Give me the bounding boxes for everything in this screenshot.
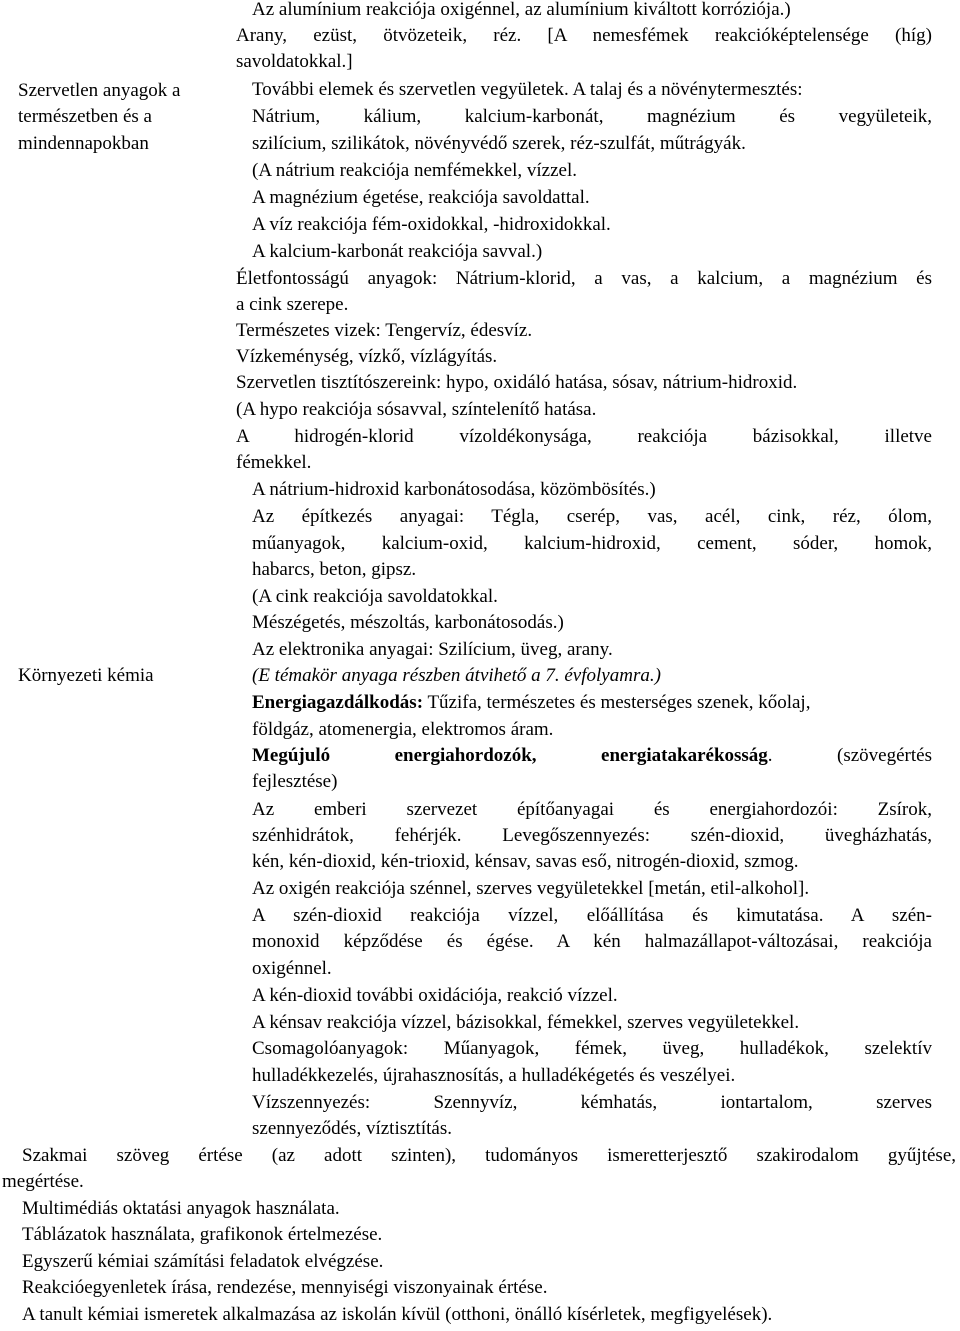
- text-line: (A cink reakciója savoldatokkal.: [252, 586, 498, 607]
- text-line: A víz reakciója fém-oxidokkal, -hidroxidokkal.: [252, 214, 611, 235]
- text-line: műanyagok, kalcium-oxid, kalcium-hidroxid, cement, sóder, homok,: [252, 533, 932, 554]
- bottom-line: Reakcióegyenletek írása, rendezése, mennyiségi viszonyainak értése.: [22, 1277, 548, 1298]
- text-line: a cink szerepe.: [236, 294, 349, 315]
- topic-line: természetben és a: [18, 106, 152, 127]
- topic-line: mindennapokban: [18, 133, 149, 154]
- text-line: További elemek és szervetlen vegyületek. A talaj és a növénytermesztés:: [252, 79, 803, 100]
- bottom-line: Táblázatok használata, grafikonok értelmezése.: [22, 1224, 383, 1245]
- text-line-italic: (E témakör anyaga részben átvihető a 7. évfolyamra.): [252, 665, 661, 686]
- text-line: szilícium, szilikátok, növényvédő szerek, réz-szulfát, műtrágyák.: [252, 133, 746, 154]
- bottom-line: A tanult kémiai ismeretek alkalmazása az iskolán kívül (otthoni, önálló kísérletek, megfigyelések).: [22, 1304, 773, 1325]
- text-line: szennyeződés, víztisztítás.: [252, 1118, 452, 1139]
- renewable-rest: . (szövegértés: [767, 745, 932, 766]
- bottom-line: Egyszerű kémiai számítási feladatok elvégzése.: [22, 1251, 384, 1272]
- text-line: kén, kén-dioxid, kén-trioxid, kénsav, savas eső, nitrogén-dioxid, szmog.: [252, 851, 799, 872]
- text-line: A hidrogén-klorid vízoldékonysága, reakciója bázisokkal, illetve: [236, 426, 932, 447]
- text-line: szénhidrátok, fehérjék. Levegőszennyezés: szén-dioxid, üvegházhatás,: [252, 825, 932, 846]
- text-line: Vízkeménység, vízkő, vízlágyítás.: [236, 346, 498, 367]
- bottom-line: Szakmai szöveg értése (az adott szinten), tudományos ismeretterjesztő szakirodalom gyűjtése,: [22, 1145, 956, 1166]
- text-line: Az emberi szervezet építőanyagai és energiahordozói: Zsírok,: [252, 799, 932, 820]
- bottom-line: Multimédiás oktatási anyagok használata.: [22, 1198, 340, 1219]
- text-line: habarcs, beton, gipsz.: [252, 559, 417, 580]
- text-line: földgáz, atomenergia, elektromos áram.: [252, 719, 554, 740]
- bottom-line: megértése.: [2, 1171, 84, 1192]
- renewable-bold: Megújuló energiahordozók, energiatakarékosság: [252, 745, 768, 766]
- text-line: fejlesztése): [252, 771, 338, 792]
- text-line: (A hypo reakciója sósavval, színtelenítő hatása.: [236, 399, 597, 420]
- text-line: Az alumínium reakciója oxigénnel, az alumínium kiváltott korróziója.): [252, 0, 791, 20]
- text-line: A szén-dioxid reakciója vízzel, előállítása és kimutatása. A szén-: [252, 905, 932, 926]
- energy-rest: Tűzifa, természetes és mesterséges szenek, kőolaj,: [423, 692, 811, 713]
- text-line: savoldatokkal.]: [236, 51, 353, 72]
- text-line: A kénsav reakciója vízzel, bázisokkal, fémekkel, szerves vegyületekkel.: [252, 1012, 800, 1033]
- text-line: Szervetlen tisztítószereink: hypo, oxidáló hatása, sósav, nátrium-hidroxid.: [236, 372, 798, 393]
- text-line: Az oxigén reakciója szénnel, szerves vegyületekkel [metán, etil-alkohol].: [252, 878, 810, 899]
- text-line: Nátrium, kálium, kalcium-karbonát, magnézium és vegyületeik,: [252, 106, 932, 127]
- text-line: A kén-dioxid további oxidációja, reakció vízzel.: [252, 985, 618, 1006]
- text-line: Az építkezés anyagai: Tégla, cserép, vas, acél, cink, réz, ólom,: [252, 506, 932, 527]
- topic-line: Környezeti kémia: [18, 665, 154, 686]
- text-line: Az elektronika anyagai: Szilícium, üveg, arany.: [252, 639, 613, 660]
- text-line: fémekkel.: [236, 452, 312, 473]
- text-line: monoxid képződése és égése. A kén halmazállapot-változásai, reakciója: [252, 931, 932, 952]
- renewable-line: [252, 743, 932, 769]
- text-line: A kalcium-karbonát reakciója savval.): [252, 241, 543, 262]
- text-line: Vízszennyezés: Szennyvíz, kémhatás, iontartalom, szerves: [252, 1092, 932, 1113]
- energy-bold: Energiagazdálkodás:: [252, 692, 424, 713]
- text-line: Arany, ezüst, ötvözeteik, réz. [A nemesfémek reakcióképtelensége (híg): [236, 25, 932, 46]
- text-line: Csomagolóanyagok: Műanyagok, fémek, üveg, hulladékok, szelektív: [252, 1038, 932, 1059]
- text-line: A magnézium égetése, reakciója savoldattal.: [252, 187, 590, 208]
- text-line: A nátrium-hidroxid karbonátosodása, közömbösítés.): [252, 479, 656, 500]
- text-line: (A nátrium reakciója nemfémekkel, vízzel.: [252, 160, 577, 181]
- text-line: Mészégetés, mészoltás, karbonátosodás.): [252, 612, 564, 633]
- topic-line: Szervetlen anyagok a: [18, 80, 181, 101]
- energy-line: [252, 690, 810, 716]
- text-line: Természetes vizek: Tengervíz, édesvíz.: [236, 320, 533, 341]
- text-line: oxigénnel.: [252, 958, 332, 979]
- text-line: hulladékkezelés, újrahasznosítás, a hulladékégetés és veszélyei.: [252, 1065, 736, 1086]
- text-line: Életfontosságú anyagok: Nátrium-klorid, a vas, a kalcium, a magnézium és: [236, 268, 932, 289]
